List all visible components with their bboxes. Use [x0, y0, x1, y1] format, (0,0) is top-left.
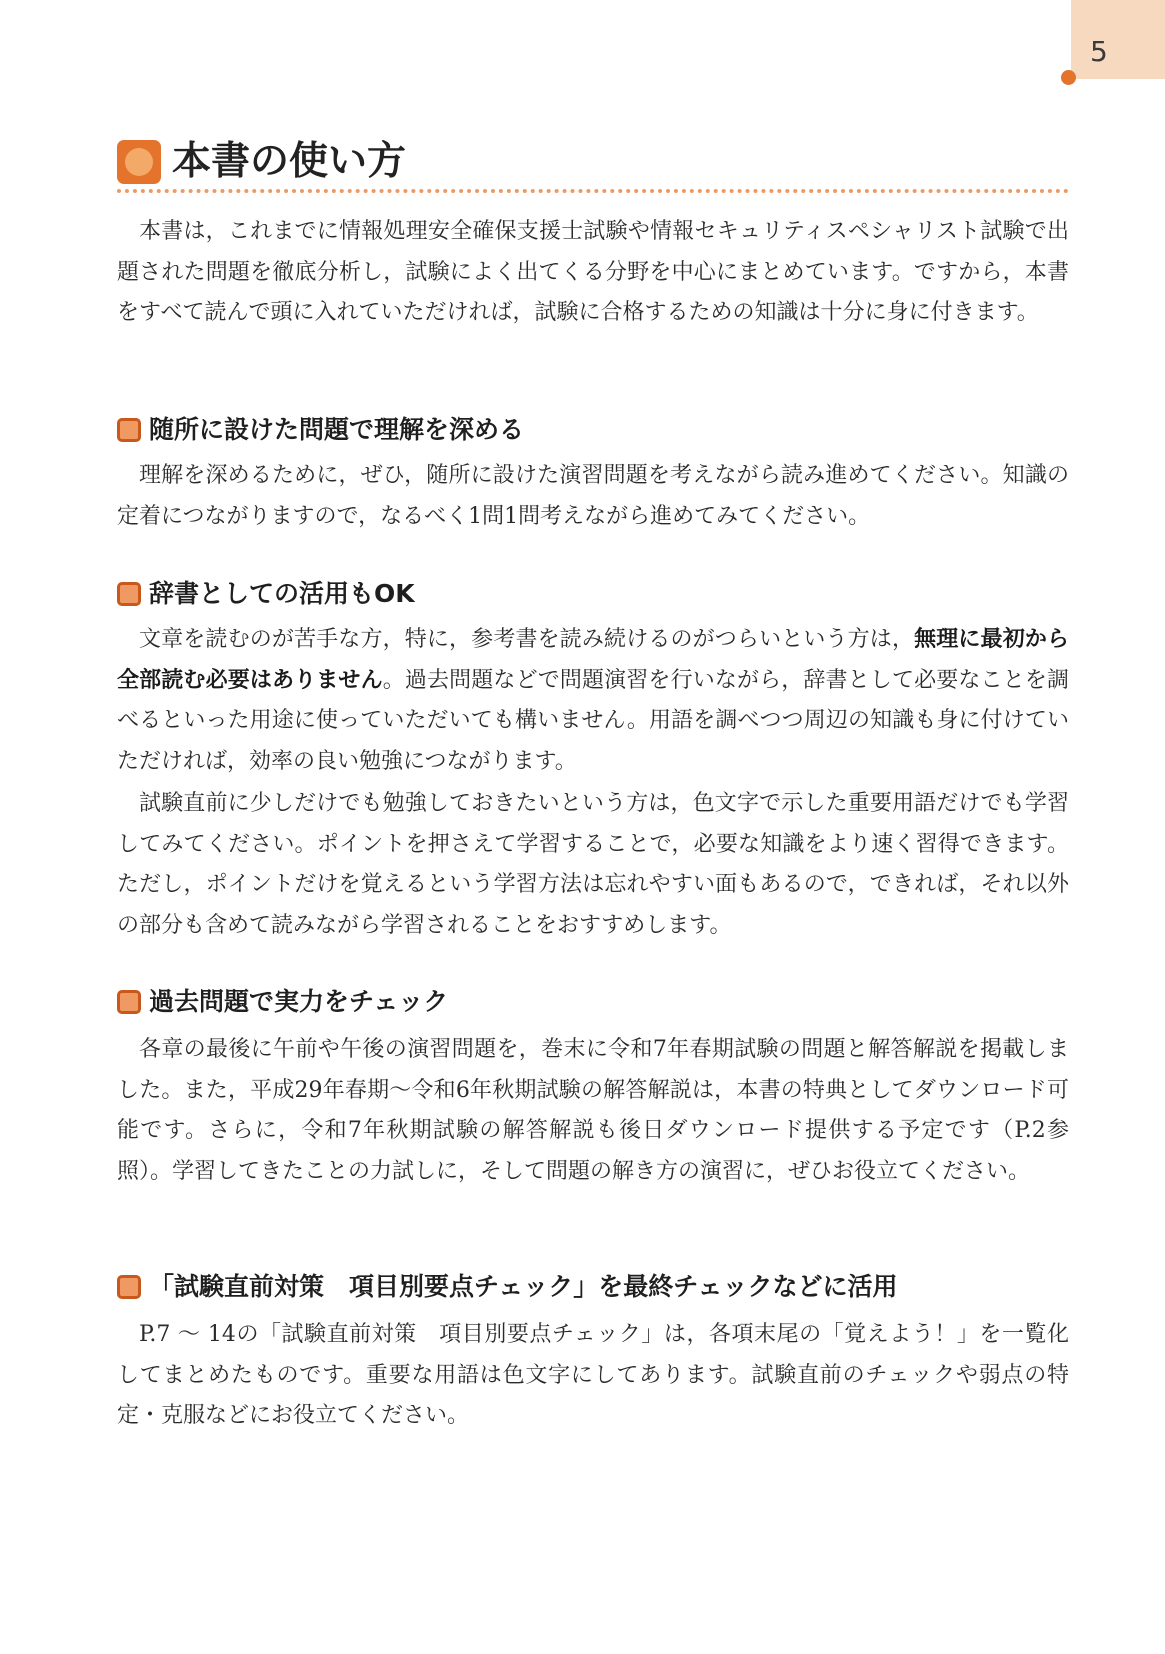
section-heading-text: 随所に設けた問題で理解を深める	[149, 415, 525, 444]
title-dotted-divider	[117, 189, 1069, 193]
square-bullet-icon	[117, 1275, 141, 1299]
section-paragraph: 試験直前に少しだけでも勉強しておきたいという方は，色文字で示した重要用語だけでも学習してみてください。ポイントを押さえて学習することで，必要な知識をより速く習得できます。ただし，ポイントだけを覚えるという学習方法は忘れやすい面もあるので，できれば，それ以外の部分も含めて読みながら学習されることをおすすめします。	[117, 791, 1069, 938]
page-number: 5	[1090, 35, 1108, 68]
square-bullet-icon	[117, 990, 141, 1014]
section-paragraph	[117, 620, 1069, 782]
square-bullet-icon	[117, 418, 141, 442]
section-heading-dictionary	[117, 577, 415, 611]
section-paragraph: 各章の最後に午前や午後の演習問題を，巻末に令和7年春期試験の問題と解答解説を掲載しました。また，平成29年春期～令和6年秋期試験の解答解説は，本書の特典としてダウンロード可能です。さらに，令和7年秋期試験の解答解説も後日ダウンロード提供する予定です（P.2参照）。学習してきたことの力試しに，そして問題の解き方の演習に，ぜひお役立てください。	[117, 1037, 1069, 1184]
section-heading-practice	[117, 413, 524, 447]
section-heading-text: 「試験直前対策 項目別要点チェック」を最終チェックなどに活用	[149, 1272, 898, 1301]
page-title: 本書の使い方	[172, 139, 407, 184]
page-number-tab	[1071, 0, 1165, 79]
emphasized-text: 無理に最初から全部読む必要はありません	[117, 627, 1069, 693]
paragraph-text: 。過去問題などで問題演習を行いながら，辞書として必要なことを調べるといった用途に使っていただいても構いません。用語を調べつつ周辺の知識も身に付けていただければ，効率の良い勉強につながります。	[117, 667, 1069, 774]
section-paragraph: 理解を深めるために，ぜひ，随所に設けた演習問題を考えながら読み進めてください。知識の定着につながりますので，なるべく1問1問考えながら進めてみてください。	[117, 463, 1069, 529]
section-heading-past-exams	[117, 985, 448, 1019]
section-heading-final-check	[117, 1270, 898, 1304]
page-dot-decoration	[1061, 70, 1076, 85]
section-heading-text: 過去問題で実力をチェック	[149, 987, 449, 1016]
intro-paragraph: 本書は，これまでに情報処理安全確保支援士試験や情報セキュリティスペシャリスト試験で出題された問題を徹底分析し，試験によく出てくる分野を中心にまとめています。ですから，本書をすべて読んで頭に入れていただければ，試験に合格するための知識は十分に身に付きます。	[117, 219, 1069, 326]
title-bullet-icon	[117, 140, 161, 184]
section-heading-text: 辞書としての活用もOK	[149, 579, 415, 608]
square-bullet-icon	[117, 582, 141, 606]
section-paragraph: P.7 ～ 14の「試験直前対策 項目別要点チェック」は，各項末尾の「覚えよう！」を一覧化してまとめたものです。重要な用語は色文字にしてあります。試験直前のチェックや弱点の特定・克服などにお役立てください。	[117, 1322, 1069, 1429]
paragraph-text: 文章を読むのが苦手な方，特に，参考書を読み続けるのがつらいという方は，	[139, 627, 915, 652]
